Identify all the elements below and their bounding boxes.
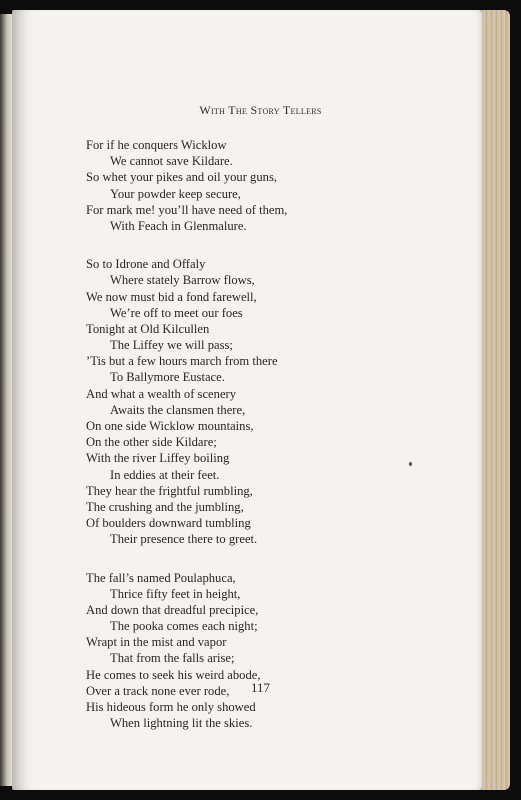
poem-line: In eddies at their feet. xyxy=(110,467,220,482)
poem-line: The crushing and the jumbling, xyxy=(86,499,244,514)
poem-line: We’re off to meet our foes xyxy=(110,305,243,320)
running-head: With The Story Tellers xyxy=(199,103,322,117)
stanza-2 xyxy=(86,256,466,547)
poem-line: He comes to seek his weird abode, xyxy=(86,667,261,682)
poem-line: When lightning lit the skies. xyxy=(110,716,253,731)
poem-line: Wrapt in the mist and vapor xyxy=(86,635,227,650)
ink-speck xyxy=(409,462,412,466)
poem-line: His hideous form he only showed xyxy=(86,700,256,714)
poem-line: Your powder keep secure, xyxy=(110,186,241,201)
poem-line: And what a wealth of scenery xyxy=(86,386,237,401)
poem-line: Thrice fifty feet in height, xyxy=(110,586,241,601)
poem-line: Over a track none ever rode, xyxy=(86,683,230,698)
poem-line: ’Tis but a few hours march from there xyxy=(86,354,278,369)
poem-line: With Feach in Glenmalure. xyxy=(110,218,247,233)
poem-line: We now must bid a fond farewell, xyxy=(86,289,257,304)
poem-line: The Liffey we will pass; xyxy=(110,338,233,353)
poem-line: And down that dreadful precipice, xyxy=(86,602,259,617)
poem-line: That from the falls arise; xyxy=(110,651,235,666)
poem-line: The pooka comes each night; xyxy=(110,619,258,634)
poem-line: So whet your pikes and oil your guns, xyxy=(86,170,277,185)
left-page-edge xyxy=(0,14,12,786)
poem-line: With the river Liffey boiling xyxy=(86,451,230,466)
poem-line: Of boulders downward tumbling xyxy=(86,516,251,531)
poem-line: So to Idrone and Offaly xyxy=(86,257,206,272)
poem-line: They hear the frightful rumbling, xyxy=(86,483,253,498)
page-number: 117 xyxy=(250,680,271,695)
poem-line: Tonight at Old Kilcullen xyxy=(86,321,210,336)
poem-line: On the other side Kildare; xyxy=(86,435,217,450)
poem-line: For if he conquers Wicklow xyxy=(86,138,227,152)
poem-line: For mark me! you’ll have need of them, xyxy=(86,202,288,217)
stanza-3 xyxy=(86,570,466,732)
poem-line: The fall’s named Poulaphuca, xyxy=(86,570,236,585)
poem-body xyxy=(86,137,466,753)
poem-line: To Ballymore Eustace. xyxy=(110,370,225,385)
poem-line: Awaits the clansmen there, xyxy=(110,402,246,417)
poem-line: Their presence there to greet. xyxy=(110,532,258,547)
poem-line: On one side Wicklow mountains, xyxy=(86,419,254,433)
stanza-1 xyxy=(86,137,466,234)
poem-line: Where stately Barrow flows, xyxy=(110,273,255,288)
poem-line: We cannot save Kildare. xyxy=(110,154,233,169)
